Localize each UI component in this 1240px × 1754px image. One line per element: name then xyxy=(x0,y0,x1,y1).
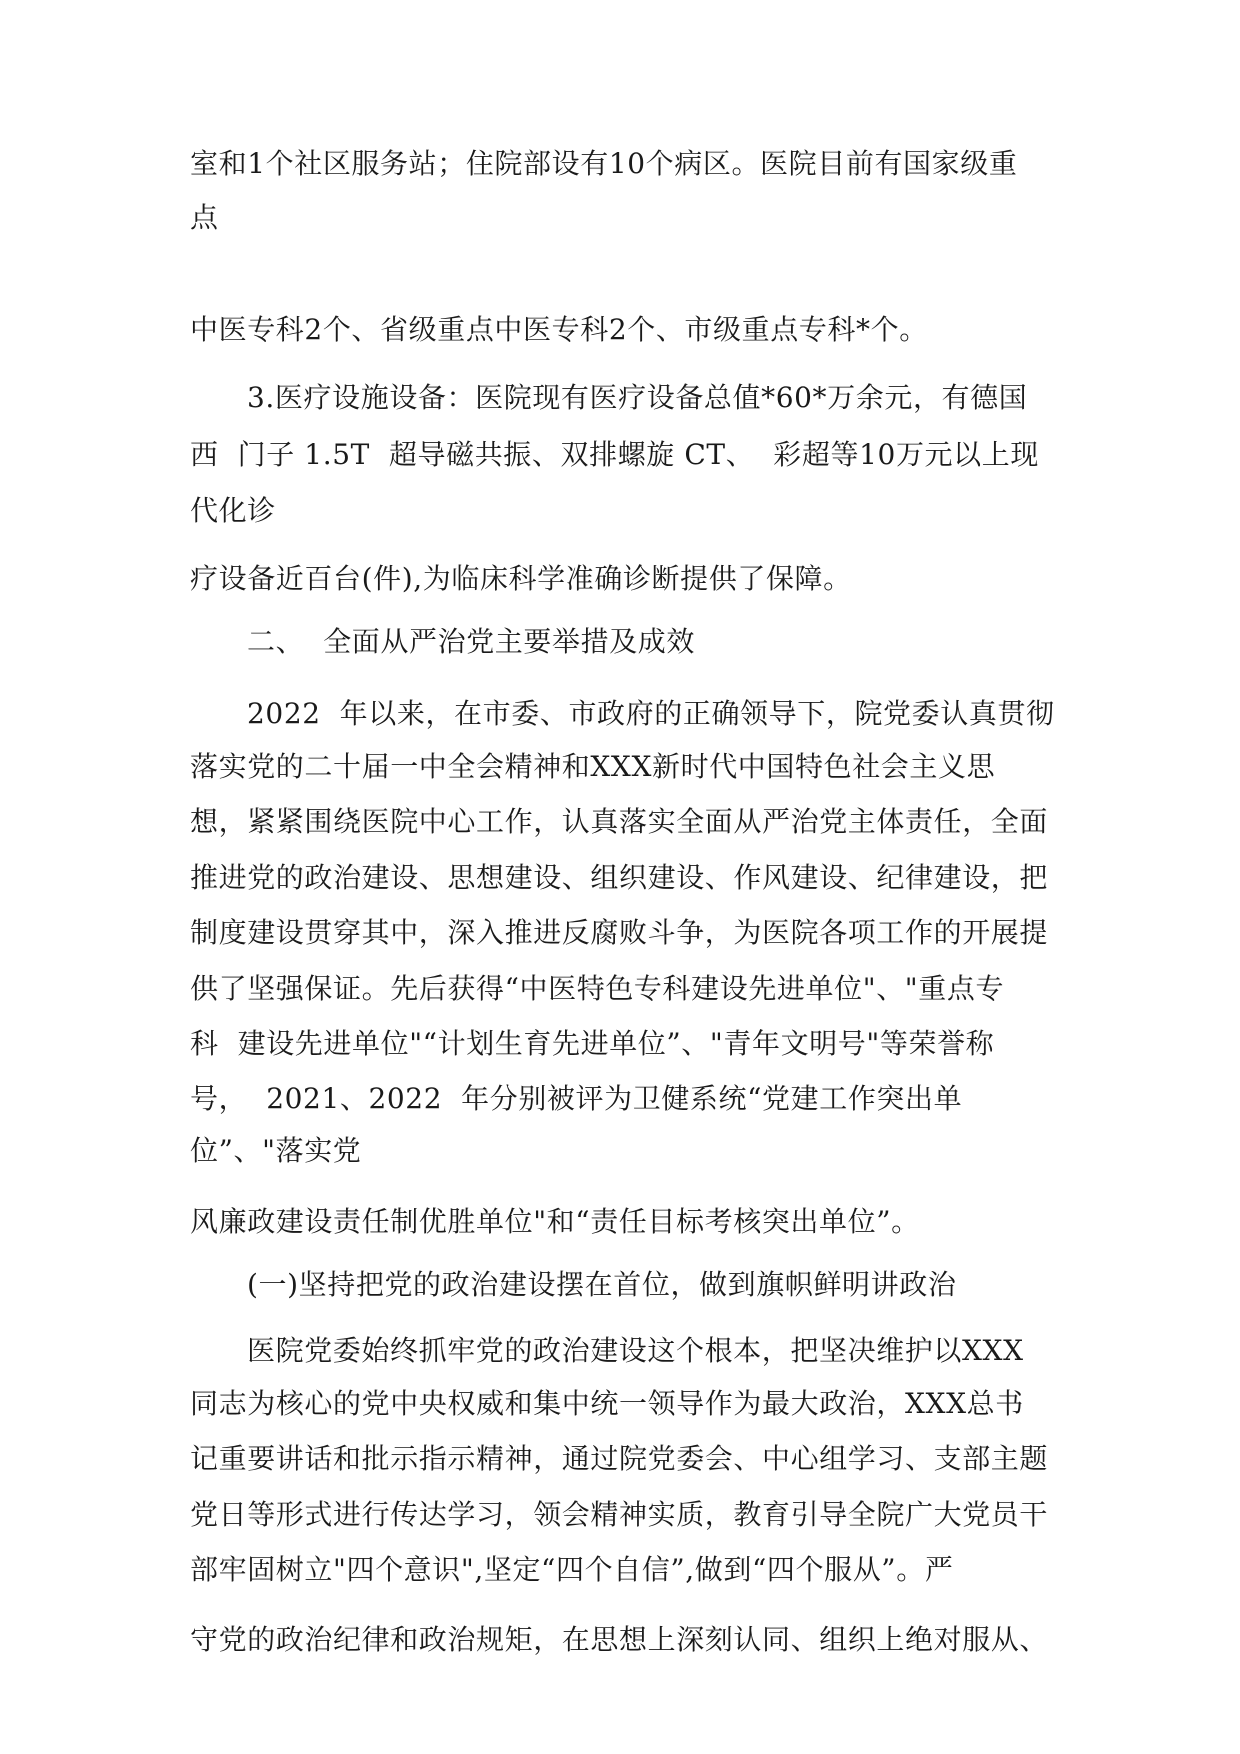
text-line: 疗设备近百台(件),为临床科学准确诊断提供了保障。 xyxy=(190,562,852,595)
text-line: 位”、"落实党 xyxy=(190,1134,362,1167)
text-line: 风廉政建设责任制优胜单位"和“责任目标考核突出单位”。 xyxy=(190,1205,920,1238)
text-line: 党日等形式进行传达学习，领会精神实质，教育引导全院广大党员干 xyxy=(190,1498,1049,1531)
text-line: 室和1个社区服务站；住院部设有10个病区。医院目前有国家级重 xyxy=(190,147,1018,180)
text-line: 科 建设先进单位"“计划生育先进单位”、"青年文明号"等荣誉称 xyxy=(190,1027,995,1060)
text-line: 西 门子 1.5T 超导磁共振、双排螺旋 CT、 彩超等10万元以上现 xyxy=(190,438,1039,471)
text-line: 医院党委始终抓牢党的政治建设这个根本，把坚决维护以XXX xyxy=(247,1334,1024,1367)
text-line: 部牢固树立"四个意识",坚定“四个自信”,做到“四个服从”。严 xyxy=(190,1553,954,1586)
text-line: 想，紧紧围绕医院中心工作，认真落实全面从严治党主体责任，全面 xyxy=(190,805,1049,838)
text-line: 制度建设贯穿其中，深入推进反腐败斗争，为医院各项工作的开展提 xyxy=(190,916,1049,949)
text-line: 落实党的二十届一中全会精神和XXX新时代中国特色社会主义思 xyxy=(190,750,996,783)
text-line: 号， 2021、2022 年分别被评为卫健系统“党建工作突出单 xyxy=(190,1082,963,1115)
text-line: 同志为核心的党中央权威和集中统一领导作为最大政治，XXX总书 xyxy=(190,1387,1024,1420)
text-line: 守党的政治纪律和政治规矩，在思想上深刻认同、组织上绝对服从、 xyxy=(190,1623,1049,1656)
text-line: 点 xyxy=(190,201,219,234)
section-heading: 二、 全面从严治党主要举措及成效 xyxy=(247,625,696,658)
text-line: 供了坚强保证。先后获得“中医特色专科建设先进单位"、"重点专 xyxy=(190,972,1005,1005)
text-line: 中医专科2个、省级重点中医专科2个、市级重点专科*个。 xyxy=(190,313,928,346)
text-line: 推进党的政治建设、思想建设、组织建设、作风建设、纪律建设，把 xyxy=(190,861,1049,894)
subsection-heading: (一)坚持把党的政治建设摆在首位，做到旗帜鲜明讲政治 xyxy=(247,1268,957,1301)
text-line: 3.医疗设施设备：医院现有医疗设备总值*60*万余元，有德国 xyxy=(247,381,1028,414)
text-line: 代化诊 xyxy=(190,494,276,527)
text-line: 2022 年以来，在市委、市政府的正确领导下，院党委认真贯彻 xyxy=(247,697,1055,730)
text-line: 记重要讲话和批示指示精神，通过院党委会、中心组学习、支部主题 xyxy=(190,1442,1049,1475)
